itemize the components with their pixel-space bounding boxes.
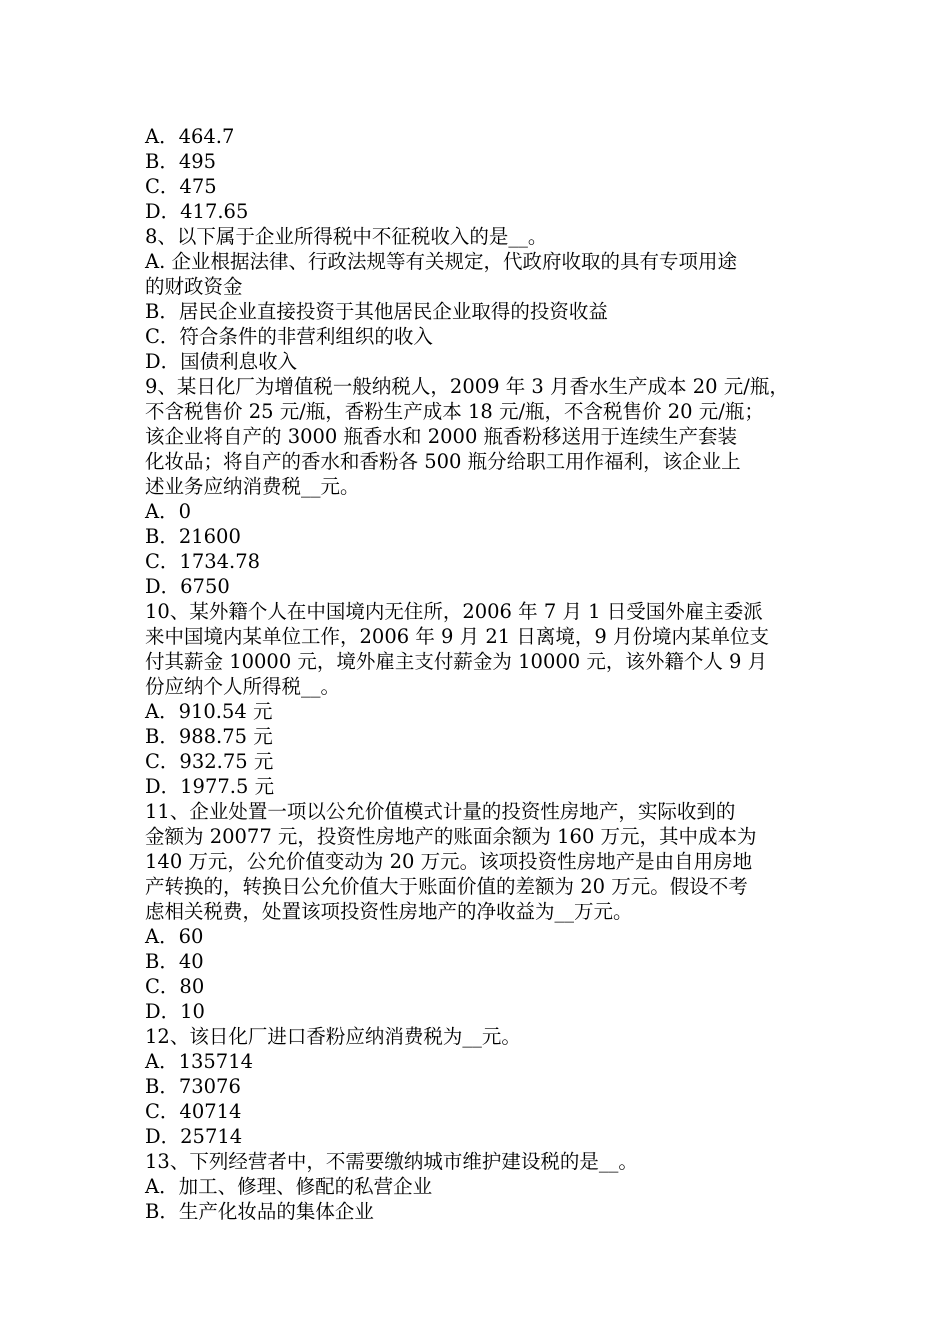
question-9-line: 述业务应纳消费税__元。: [145, 475, 360, 498]
option-c-line: C．符合条件的非营利组织的收入: [145, 325, 433, 348]
question-10-line: 付其薪金 10000 元，境外雇主支付薪金为 10000 元，该外籍个人 9 月: [145, 650, 768, 673]
option-b-line: B．生产化妆品的集体企业: [145, 1200, 374, 1223]
option-b-line: B．988.75 元: [145, 725, 273, 748]
option-b-line: B．21600: [145, 525, 241, 548]
option-d-line: D．国债利息收入: [145, 350, 298, 373]
question-11-line: 金额为 20077 元，投资性房地产的账面余额为 160 万元，其中成本为: [145, 825, 757, 848]
option-a-continuation-line: 的财政资金: [145, 275, 243, 298]
option-a-line: A．0: [145, 500, 191, 523]
option-d-line: D．417.65: [145, 200, 249, 223]
option-c-line: C．932.75 元: [145, 750, 274, 773]
option-a-line: A. 企业根据法律、行政法规等有关规定，代政府收取的具有专项用途: [145, 250, 737, 273]
question-9-line: 不含税售价 25 元/瓶，香粉生产成本 18 元/瓶，不含税售价 20 元/瓶；: [145, 400, 764, 423]
question-11-line: 140 万元，公允价值变动为 20 万元。该项投资性房地产是由自用房地: [145, 850, 753, 873]
option-d-line: D．1977.5 元: [145, 775, 275, 798]
question-10-line: 来中国境内某单位工作，2006 年 9 月 21 日离境，9 月份境内某单位支: [145, 625, 769, 648]
question-8-line: 8、以下属于企业所得税中不征税收入的是__。: [145, 225, 548, 248]
option-a-line: A．135714: [145, 1050, 254, 1073]
question-10-line: 份应纳个人所得税__。: [145, 675, 341, 698]
document-page: [145, 124, 810, 1224]
question-9-line: 化妆品；将自产的香水和香粉各 500 瓶分给职工用作福利，该企业上: [145, 450, 741, 473]
option-c-line: C．1734.78: [145, 550, 261, 573]
question-11-line: 11、企业处置一项以公允价值模式计量的投资性房地产，实际收到的: [145, 800, 736, 823]
question-12-line: 12、该日化厂进口香粉应纳消费税为__元。: [145, 1025, 521, 1048]
option-c-line: C．40714: [145, 1100, 242, 1123]
option-d-line: D．25714: [145, 1125, 243, 1148]
question-10-line: 10、某外籍个人在中国境内无住所，2006 年 7 月 1 日受国外雇主委派: [145, 600, 763, 623]
option-a-line: A．910.54 元: [145, 700, 273, 723]
question-11-line: 产转换的，转换日公允价值大于账面价值的差额为 20 万元。假设不考: [145, 875, 748, 898]
option-c-line: C．80: [145, 975, 205, 998]
question-9-line: 9、某日化厂为增值税一般纳税人，2009 年 3 月香水生产成本 20 元/瓶，: [145, 375, 789, 398]
option-c-line: C．475: [145, 175, 217, 198]
question-9-line: 该企业将自产的 3000 瓶香水和 2000 瓶香粉移送用于连续生产套装: [145, 425, 738, 448]
option-a-line: A．464.7: [145, 125, 235, 148]
option-a-line: A．60: [145, 925, 204, 948]
option-b-line: B．495: [145, 150, 217, 173]
question-11-line: 虑相关税费，处置该项投资性房地产的净收益为__万元。: [145, 900, 633, 923]
option-d-line: D．6750: [145, 575, 230, 598]
option-b-line: B．居民企业直接投资于其他居民企业取得的投资收益: [145, 300, 608, 323]
option-d-line: D．10: [145, 1000, 205, 1023]
option-b-line: B．73076: [145, 1075, 241, 1098]
question-13-line: 13、下列经营者中，不需要缴纳城市维护建设税的是__。: [145, 1150, 638, 1173]
option-a-line: A．加工、修理、修配的私营企业: [145, 1175, 433, 1198]
option-b-line: B．40: [145, 950, 204, 973]
